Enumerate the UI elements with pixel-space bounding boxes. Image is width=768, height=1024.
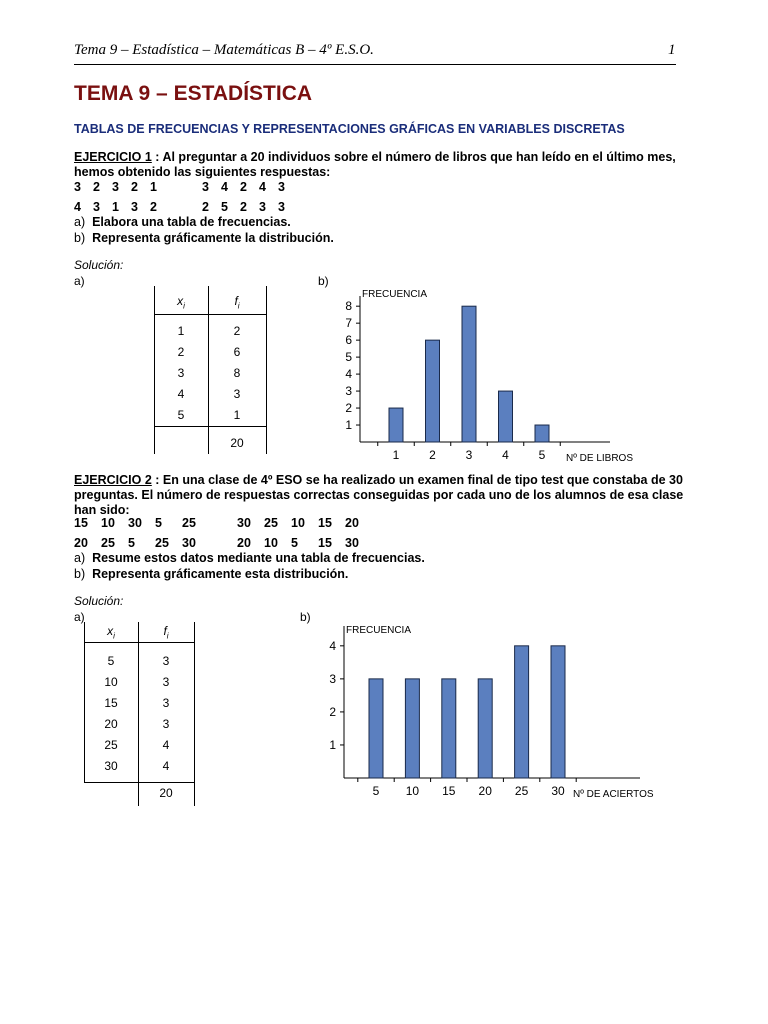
exercise-2-task-a: a) Resume estos datos mediante una tabla de frecuencias. <box>74 551 425 565</box>
exercise-1-data-value: 1 <box>112 200 119 214</box>
exercise-2-data-value: 30 <box>182 536 196 550</box>
exercise-2-data-value: 15 <box>318 516 332 530</box>
x-axis-label: Nº DE LIBROS <box>566 453 634 464</box>
exercise-1-label: EJERCICIO 1 <box>74 150 152 164</box>
bar <box>389 408 403 442</box>
x-tick-label: 25 <box>514 784 529 798</box>
exercise-2-data-value: 30 <box>237 516 251 530</box>
exercise-1-data-value: 2 <box>150 200 157 214</box>
y-tick-label: 6 <box>345 333 352 348</box>
table-1-total: 20 <box>230 436 244 450</box>
exercise-1-data-value: 1 <box>150 180 157 194</box>
table-1-f-cell: 1 <box>233 408 241 422</box>
exercise-1-data-value: 3 <box>93 200 100 214</box>
table-2-x-cell: 30 <box>104 759 118 773</box>
exercise-1-solution-label: Solución: <box>74 258 124 272</box>
exercise-2-task-b: b) Representa gráficamente esta distribución. <box>74 567 349 581</box>
exercise-1-data-value: 4 <box>74 200 81 214</box>
y-tick-label: 5 <box>345 350 352 365</box>
table-1-x-cell: 3 <box>177 366 185 380</box>
table-1-header-x: $x_i$ <box>177 294 185 311</box>
x-tick-label: 15 <box>442 784 456 798</box>
page-header: Tema 9 – Estadística – Matemáticas B – 4º E.S.O. <box>74 42 374 58</box>
exercise-2-data-value: 15 <box>318 536 332 550</box>
y-tick-label: 3 <box>345 384 352 399</box>
section-subtitle: TABLAS DE FRECUENCIAS Y REPRESENTACIONES GRÁFICAS EN VARIABLES DISCRETAS <box>74 122 625 136</box>
x-axis-label: Nº DE ACIERTOS <box>573 789 654 800</box>
table-1-x-cell: 1 <box>177 324 185 338</box>
exercise-1-data-value: 3 <box>131 200 138 214</box>
exercise-1-data-value: 2 <box>240 180 247 194</box>
exercise-1-data-value: 3 <box>259 200 266 214</box>
y-tick-label: 1 <box>329 737 336 752</box>
y-tick-label: 2 <box>345 401 352 416</box>
exercise-1-data-value: 2 <box>93 180 100 194</box>
exercise-1-text: : Al preguntar a 20 individuos sobre el número de libros que han leído en el último mes, hemos obtenido las siguientes respuestas: <box>74 150 676 179</box>
bar <box>426 340 440 442</box>
y-tick-label: 4 <box>345 367 352 382</box>
table-2-x-cell: 25 <box>104 738 118 752</box>
table-2-x-cell: 15 <box>104 696 118 710</box>
table-2-f-cell: 3 <box>162 717 170 731</box>
bar <box>499 391 513 442</box>
bar <box>478 679 492 778</box>
x-tick-label: 4 <box>502 448 509 462</box>
table-2-header-f: $f_i$ <box>163 624 169 641</box>
exercise-1-data-value: 3 <box>112 180 119 194</box>
table-1-x-cell: 4 <box>177 387 185 401</box>
x-tick-label: 5 <box>372 784 380 798</box>
exercise-1-data-value: 5 <box>221 200 228 214</box>
exercise-2-data-value: 5 <box>291 536 298 550</box>
table-2-f-cell: 3 <box>162 696 170 710</box>
bar <box>551 646 565 778</box>
exercise-2-data-value: 10 <box>291 516 305 530</box>
x-tick-label: 5 <box>538 448 546 462</box>
x-tick-label: 1 <box>392 448 400 462</box>
table-1-f-cell: 8 <box>233 366 241 380</box>
exercise-2-data-value: 30 <box>345 536 359 550</box>
table-2-x-cell: 5 <box>107 654 115 668</box>
x-tick-label: 3 <box>465 448 473 462</box>
exercise-2-data-value: 20 <box>345 516 359 530</box>
x-tick-label: 2 <box>429 448 436 462</box>
table-2-x-cell: 20 <box>104 717 118 731</box>
bar <box>535 425 549 442</box>
x-tick-label: 30 <box>551 784 565 798</box>
table-1-f-cell: 3 <box>233 387 241 401</box>
table-2-total: 20 <box>159 786 173 800</box>
exercise-1-data-value: 3 <box>278 180 285 194</box>
table-2-f-cell: 3 <box>162 675 170 689</box>
page-title: TEMA 9 – ESTADÍSTICA <box>74 82 313 105</box>
table-1-x-cell: 5 <box>177 408 185 422</box>
exercise-2-data-value: 5 <box>155 516 162 530</box>
bar <box>462 306 476 442</box>
y-tick-label: 2 <box>329 704 336 719</box>
frequency-table-1 <box>154 286 266 454</box>
exercise-1-data-value: 2 <box>131 180 138 194</box>
table-2-f-cell: 4 <box>162 738 170 752</box>
exercise-1-part-b-label: b) <box>318 274 329 288</box>
exercise-2-part-b-label: b) <box>300 610 311 624</box>
bar <box>442 679 456 778</box>
exercise-2-data-value: 10 <box>264 536 278 550</box>
table-2-f-cell: 4 <box>162 759 170 773</box>
bar-chart-1 <box>328 282 648 468</box>
exercise-2-statement <box>74 473 694 518</box>
x-tick-label: 20 <box>478 784 492 798</box>
exercise-2-data-value: 5 <box>128 536 135 550</box>
y-tick-label: 4 <box>329 638 336 653</box>
exercise-1-data-value: 4 <box>259 180 266 194</box>
x-tick-label: 10 <box>405 784 420 798</box>
exercise-1-data-value: 3 <box>202 180 209 194</box>
y-tick-label: 7 <box>345 316 352 331</box>
exercise-1-data-value: 2 <box>240 200 247 214</box>
header-rule <box>74 64 676 65</box>
page-number: 1 <box>668 42 676 58</box>
y-axis-label: FRECUENCIA <box>362 289 428 300</box>
exercise-1-part-a-label: a) <box>74 274 85 288</box>
exercise-1-data-value: 3 <box>278 200 285 214</box>
exercise-2-solution-label: Solución: <box>74 594 124 608</box>
exercise-2-data-value: 25 <box>155 536 169 550</box>
exercise-2-data-value: 20 <box>237 536 251 550</box>
exercise-2-data-value: 30 <box>128 516 142 530</box>
exercise-1-data-value: 2 <box>202 200 209 214</box>
bar-chart-2 <box>312 618 672 804</box>
exercise-2-data-value: 25 <box>101 536 115 550</box>
bar <box>405 679 419 778</box>
exercise-1-data-value: 4 <box>221 180 228 194</box>
exercise-2-label: EJERCICIO 2 <box>74 473 152 487</box>
exercise-2-data-value: 15 <box>74 516 88 530</box>
exercise-2-text: : En una clase de 4º ESO se ha realizado un examen final de tipo test que constaba de 30 preguntas. El número de respuestas correctas conseguidas por cada uno de los alumnos de esa clase han sido: <box>74 473 684 517</box>
y-tick-label: 8 <box>345 299 352 314</box>
table-2-x-cell: 10 <box>104 675 118 689</box>
y-axis-label: FRECUENCIA <box>346 625 412 636</box>
table-1-x-cell: 2 <box>177 345 185 359</box>
table-1-f-cell: 6 <box>233 345 241 359</box>
exercise-1-task-a: a) Elabora una tabla de frecuencias. <box>74 215 291 229</box>
frequency-table-2 <box>84 622 194 806</box>
y-tick-label: 3 <box>329 671 336 686</box>
table-2-f-cell: 3 <box>162 654 170 668</box>
exercise-1-statement <box>74 150 694 180</box>
y-tick-label: 1 <box>345 418 352 433</box>
exercise-1-task-b: b) Representa gráficamente la distribución. <box>74 231 334 245</box>
exercise-2-data-value: 20 <box>74 536 88 550</box>
exercise-2-part-a-label: a) <box>74 610 85 624</box>
bar <box>515 646 529 778</box>
exercise-2-data-value: 25 <box>264 516 278 530</box>
exercise-2-data-value: 25 <box>182 516 196 530</box>
bar <box>369 679 383 778</box>
table-2-header-x: $x_i$ <box>107 624 115 641</box>
table-1-f-cell: 2 <box>233 324 241 338</box>
exercise-2-data-value: 10 <box>101 516 115 530</box>
exercise-1-data-value: 3 <box>74 180 81 194</box>
table-1-header-f: $f_i$ <box>234 294 240 311</box>
